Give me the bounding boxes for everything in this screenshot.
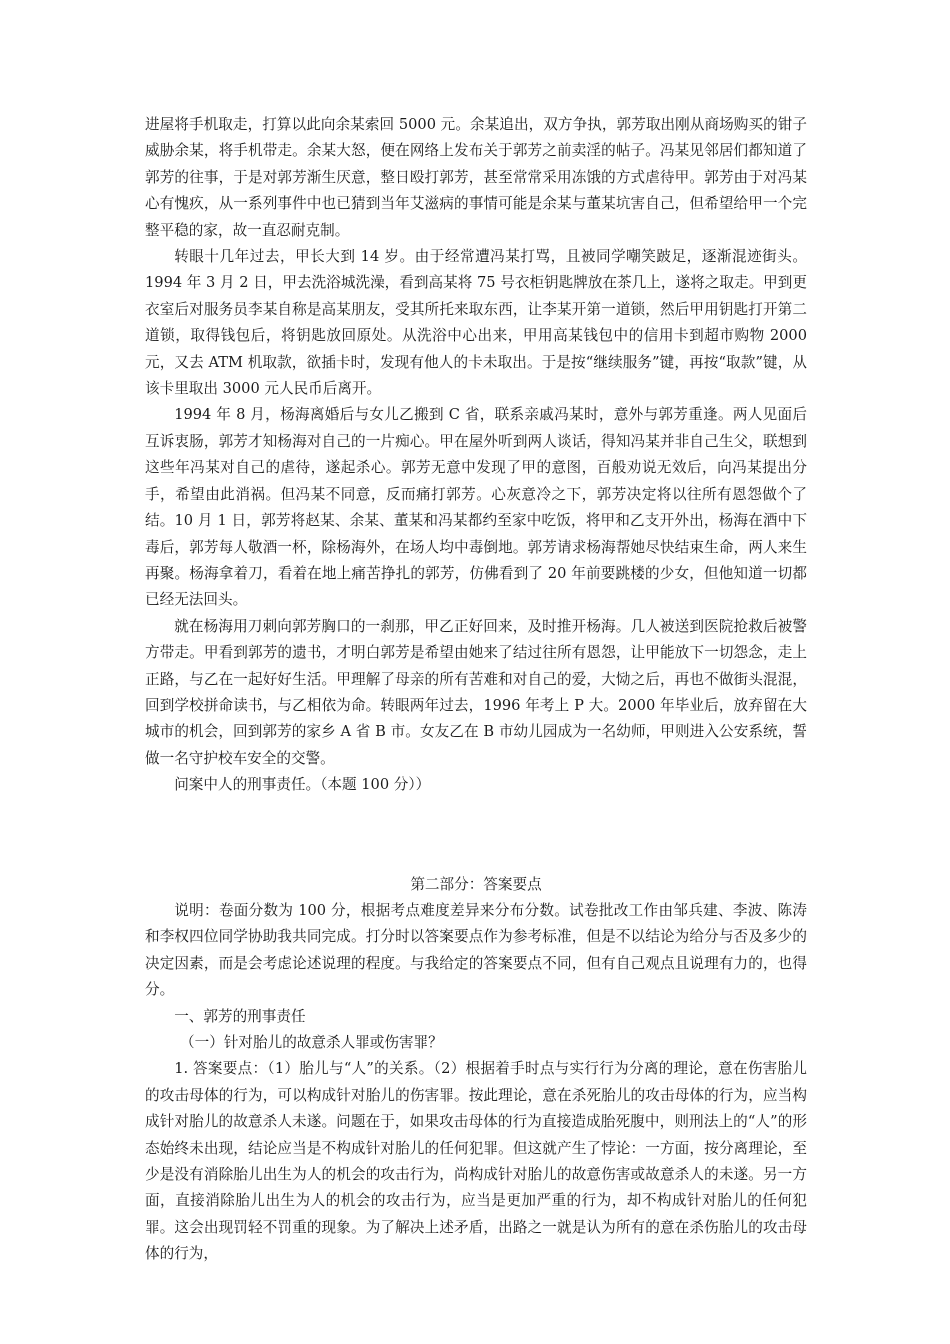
document-page: [145, 112, 807, 1268]
paragraph-reunion: 1994 年 8 月，杨海离婚后与女儿乙搬到 C 省，联系亲戚冯某时，意外与郭芳重逢。两人见面后互诉衷肠，郭芳才知杨海对自己的一片痴心。甲在屋外听到两人谈话，得知冯某并非自己生父，联想到这些年冯某对自己的虐待，遂起杀心。郭芳无意中发现了甲的意图，百般劝说无效后，向冯某提出分手，希望由此消祸。但冯某不同意，反而痛打郭芳。心灰意冷之下，郭芳决定将以往所有恩怨做个了结。10 月 1 日，郭芳将赵某、余某、董某和冯某都约至家中吃饭，将甲和乙支开外出，杨海在酒中下毒后，郭芳每人敬酒一杯，除杨海外，在场人均中毒倒地。郭芳请求杨海帮她尽快结束生命，两人来生再聚。杨海拿着刀，看着在地上痛苦挣扎的郭芳，仿佛看到了 20 年前要跳楼的少女，但他知道一切都已经无法回头。: [145, 406, 807, 609]
section-title: 第二部分：答案要点: [410, 875, 542, 893]
heading-guofang-liability: 一、郭芳的刑事责任: [174, 1007, 306, 1025]
paragraph-theft: 转眼十几年过去，甲长大到 14 岁。由于经常遭冯某打骂，且被同学嘲笑跛足，逐渐混迹街头。1994 年 3 月 2 日，甲去洗浴城洗澡，看到高某将 75 号衣柜钥匙牌放在茶几上，遂将之取走。甲到更衣室后对服务员李某自称是高某朋友，受其所托来取东西，让李某开第一道锁，然后甲用钥匙打开第二道锁，取得钱包后，将钥匙放回原处。从洗浴中心出来，甲用高某钱包中的信用卡到超市购物 2000 元，又去 ATM 机取款，欲插卡时，发现有他人的卡未取出。于是按“继续服务”键，再按“取款”键，从该卡里取出 3000 元人民币后离开。: [145, 248, 807, 398]
paragraph-rescue: 就在杨海用刀刺向郭芳胸口的一刹那，甲乙正好回来，及时推开杨海。几人被送到医院抢救后被警方带走。甲看到郭芳的遗书，才明白郭芳是希望由她来了结过往所有恩怨，让甲能放下一切怨念，走上正路，与乙在一起好好生活。甲理解了母亲的所有苦难和对自己的爱，大恸之后，再也不做街头混混，回到学校拼命读书，与乙相依为命。转眼两年过去，1996 年考上 P 大。2000 年毕业后，放弃留在大城市的机会，回到郭芳的家乡 A 省 B 市。女友乙在 B 市幼儿园成为一名幼师，甲则进入公安系统，誓做一名守护校车安全的交警。: [145, 617, 807, 767]
subheading-fetus-crime: （一）针对胎儿的故意杀人罪或伤害罪？: [180, 1034, 443, 1051]
section-spacer: [145, 799, 807, 872]
paragraph-continuation: 进屋将手机取走，打算以此向余某索回 5000 元。余某追出，双方争执，郭芳取出刚从商场购买的钳子威胁余某，将手机带走。余某大怒，便在网络上发布关于郭芳之前卖淫的帖子。冯某见邻居们都知道了郭芳的往事，于是对郭芳渐生厌意，整日殴打郭芳，甚至常常采用冻饿的方式虐待甲。郭芳由于对冯某心有愧疚，从一系列事件中也已猜到当年艾滋病的事情可能是余某与董某坑害自己，但希望给甲一个完整平稳的家，故一直忍耐克制。: [145, 116, 807, 239]
answer-points-1: 1. 答案要点：（1）胎儿与“人”的关系。（2）根据着手时点与实行行为分离的理论，意在伤害胎儿的攻击母体的行为，可以构成针对胎儿的伤害罪。按此理论，意在杀死胎儿的攻击母体的行为，应当构成针对胎儿的故意杀人未遂。问题在于，如果攻击母体的行为直接造成胎死腹中，则刑法上的“人”的形态始终未出现，结论应当是不构成针对胎儿的任何犯罪。但这就产生了悖论：一方面，按分离理论，至少是没有消除胎儿出生为人的机会的攻击行为，尚构成针对胎儿的故意伤害或故意杀人的未遂。另一方面，直接消除胎儿出生为人的机会的攻击行为，应当是更加严重的行为，却不构成针对胎儿的任何犯罪。这会出现罚轻不罚重的现象。为了解决上述矛盾，出路之一就是认为所有的意在杀伤胎儿的攻击母体的行为，: [145, 1060, 807, 1263]
question-prompt: 问案中人的刑事责任。（本题 100 分））: [174, 776, 431, 794]
grading-intro: 说明：卷面分数为 100 分，根据考点难度差异来分布分数。试卷批改工作由邹兵建、李波、陈涛和李权四位同学协助我共同完成。打分时以答案要点作为参考标准，但是不以结论为给分与否及多少的决定因素，而是会考虑论述说理的程度。与我给定的答案要点不同，但有自己观点且说理有力的，也得分。: [145, 901, 807, 999]
